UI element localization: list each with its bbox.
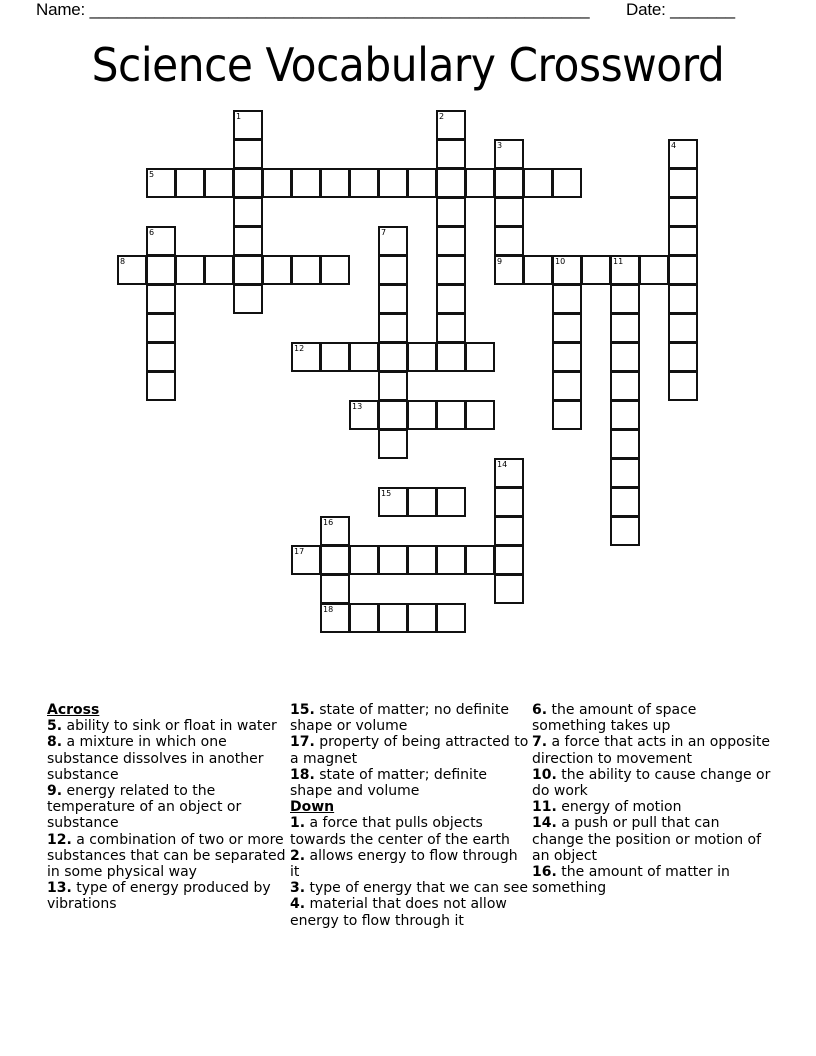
- crossword-cell[interactable]: [436, 342, 466, 372]
- crossword-cell[interactable]: [581, 255, 611, 285]
- clue-number: 11.: [532, 799, 557, 816]
- crossword-cell[interactable]: [552, 255, 582, 285]
- clues-column-3: [532, 702, 772, 896]
- crossword-cell[interactable]: [494, 139, 524, 169]
- crossword-cell[interactable]: [291, 168, 321, 198]
- clue-number: 12.: [47, 831, 72, 848]
- cell-number: 16: [323, 518, 334, 527]
- cell-number: 15: [381, 489, 392, 498]
- crossword-cell[interactable]: [610, 284, 640, 314]
- clue-text: state of matter; definite shape and volume: [290, 766, 488, 800]
- clue-text: state of matter; no definite shape or volume: [290, 702, 509, 735]
- crossword-cell[interactable]: [407, 342, 437, 372]
- clue-across-18: [290, 767, 530, 799]
- cell-number: 5: [149, 170, 155, 179]
- clues-column-2: [290, 702, 530, 929]
- crossword-cell[interactable]: [378, 429, 408, 459]
- clue-down-1: [290, 815, 530, 847]
- crossword-cell[interactable]: [494, 168, 524, 198]
- clue-number: 3.: [290, 880, 306, 897]
- clue-number: 17.: [290, 734, 315, 751]
- crossword-cell[interactable]: [668, 371, 698, 401]
- crossword-cell[interactable]: [668, 226, 698, 256]
- crossword-cell[interactable]: [146, 168, 176, 198]
- clue-text: type of energy that we can see: [309, 880, 528, 897]
- crossword-cell[interactable]: [320, 342, 350, 372]
- crossword-cell[interactable]: [291, 545, 321, 575]
- cell-number: 2: [439, 112, 445, 121]
- crossword-cell[interactable]: [320, 168, 350, 198]
- crossword-cell[interactable]: [668, 197, 698, 227]
- crossword-cell[interactable]: [610, 429, 640, 459]
- cell-number: 10: [555, 257, 566, 266]
- crossword-cell[interactable]: [378, 371, 408, 401]
- clue-text: a force that acts in an opposite direction to movement: [532, 734, 770, 767]
- crossword-cell[interactable]: [494, 487, 524, 517]
- crossword-cell[interactable]: [610, 400, 640, 430]
- cell-number: 1: [236, 112, 242, 121]
- crossword-cell[interactable]: [378, 226, 408, 256]
- crossword-cell[interactable]: [233, 139, 263, 169]
- cell-number: 14: [497, 460, 508, 469]
- cell-number: 18: [323, 605, 334, 614]
- crossword-cell[interactable]: [436, 284, 466, 314]
- clue-down-6: [532, 702, 772, 734]
- crossword-cell[interactable]: [639, 255, 669, 285]
- crossword-cell[interactable]: [233, 255, 263, 285]
- crossword-cell[interactable]: [349, 603, 379, 633]
- page-title: Science Vocabulary Crossword: [91, 38, 725, 92]
- crossword-cell[interactable]: [320, 545, 350, 575]
- crossword-cell[interactable]: [436, 110, 466, 140]
- clue-text: a combination of two or more substances that can be separated in some physical way: [47, 831, 286, 881]
- clue-down-4: [290, 896, 530, 928]
- crossword-cell[interactable]: [262, 168, 292, 198]
- crossword-cell[interactable]: [465, 545, 495, 575]
- crossword-cell[interactable]: [552, 284, 582, 314]
- crossword-cell[interactable]: [233, 197, 263, 227]
- clue-text: energy of motion: [561, 799, 682, 816]
- crossword-cell[interactable]: [436, 603, 466, 633]
- crossword-cell[interactable]: [552, 400, 582, 430]
- crossword-cell[interactable]: [552, 313, 582, 343]
- crossword-cell[interactable]: [465, 342, 495, 372]
- crossword-cell[interactable]: [378, 400, 408, 430]
- crossword-cell[interactable]: [407, 603, 437, 633]
- crossword-cell[interactable]: [378, 487, 408, 517]
- clue-number: 7.: [532, 734, 548, 751]
- crossword-cell[interactable]: [204, 168, 234, 198]
- crossword-cell[interactable]: [668, 139, 698, 169]
- crossword-cell[interactable]: [175, 168, 205, 198]
- crossword-cell[interactable]: [233, 226, 263, 256]
- clue-number: 18.: [290, 766, 315, 783]
- crossword-cell[interactable]: [436, 487, 466, 517]
- clue-number: 9.: [47, 783, 63, 800]
- crossword-cell[interactable]: [552, 168, 582, 198]
- crossword-cell[interactable]: [407, 487, 437, 517]
- clue-across-15: [290, 702, 530, 734]
- cell-number: 13: [352, 402, 363, 411]
- crossword-cell[interactable]: [378, 342, 408, 372]
- clue-across-12: [47, 832, 287, 881]
- crossword-cell[interactable]: [436, 545, 466, 575]
- crossword-cell[interactable]: [668, 168, 698, 198]
- crossword-cell[interactable]: [436, 168, 466, 198]
- crossword-cell[interactable]: [494, 545, 524, 575]
- crossword-cell[interactable]: [146, 284, 176, 314]
- crossword-cell[interactable]: [378, 313, 408, 343]
- clue-text: property of being attracted to a magnet: [290, 734, 529, 767]
- crossword-cell[interactable]: [610, 516, 640, 546]
- cell-number: 12: [294, 344, 305, 353]
- clue-text: the ability to cause change or do work: [532, 766, 771, 800]
- crossword-cell[interactable]: [378, 168, 408, 198]
- crossword-cell[interactable]: [291, 342, 321, 372]
- date-field[interactable]: Date: _______: [626, 0, 735, 19]
- crossword-cell[interactable]: [146, 313, 176, 343]
- crossword-cell[interactable]: [610, 458, 640, 488]
- crossword-cell[interactable]: [378, 255, 408, 285]
- crossword-cell[interactable]: [146, 371, 176, 401]
- crossword-cell[interactable]: [523, 255, 553, 285]
- crossword-cell[interactable]: [349, 342, 379, 372]
- crossword-cell[interactable]: [494, 516, 524, 546]
- clue-across-9: [47, 783, 287, 832]
- crossword-cell[interactable]: [320, 516, 350, 546]
- cell-number: 17: [294, 547, 305, 556]
- clue-number: 1.: [290, 815, 306, 832]
- cell-number: 4: [671, 141, 677, 150]
- clue-across-17: [290, 734, 530, 766]
- crossword-cell[interactable]: [175, 255, 205, 285]
- clue-number: 15.: [290, 702, 315, 718]
- clue-across-13: [47, 880, 287, 912]
- crossword-cell[interactable]: [610, 255, 640, 285]
- clue-number: 16.: [532, 864, 557, 881]
- clue-down-7: [532, 734, 772, 766]
- clue-number: 4.: [290, 896, 306, 913]
- crossword-cell[interactable]: [494, 226, 524, 256]
- clue-number: 5.: [47, 718, 63, 735]
- clue-down-16: [532, 864, 772, 896]
- clue-text: a mixture in which one substance dissolves in another substance: [47, 734, 264, 783]
- clue-number: 10.: [532, 766, 557, 783]
- clue-number: 14.: [532, 815, 557, 832]
- crossword-cell[interactable]: [494, 458, 524, 488]
- name-field[interactable]: Name: ______________________________________________________: [36, 0, 590, 19]
- crossword-cell[interactable]: [610, 313, 640, 343]
- clue-text: a force that pulls objects towards the center of the earth: [290, 815, 510, 848]
- crossword-cell[interactable]: [494, 574, 524, 604]
- cell-number: 6: [149, 228, 155, 237]
- down-heading: Down: [290, 799, 335, 816]
- crossword-cell[interactable]: [407, 545, 437, 575]
- crossword-cell[interactable]: [610, 342, 640, 372]
- crossword-cell[interactable]: [233, 168, 263, 198]
- crossword-cell[interactable]: [668, 342, 698, 372]
- clue-number: 8.: [47, 734, 63, 751]
- clue-down-2: [290, 848, 530, 880]
- crossword-cell[interactable]: [610, 487, 640, 517]
- crossword-cell[interactable]: [233, 110, 263, 140]
- crossword-cell[interactable]: [349, 400, 379, 430]
- crossword-cell[interactable]: [262, 255, 292, 285]
- clue-across-8: [47, 734, 287, 783]
- crossword-cell[interactable]: [291, 255, 321, 285]
- crossword-cell[interactable]: [465, 400, 495, 430]
- clue-text: the amount of space something takes up: [532, 702, 697, 735]
- crossword-cell[interactable]: [320, 574, 350, 604]
- clue-text: allows energy to flow through it: [290, 847, 518, 881]
- crossword-cell[interactable]: [320, 603, 350, 633]
- clue-text: ability to sink or float in water: [66, 718, 277, 735]
- clue-text: the amount of matter in something: [532, 864, 730, 897]
- crossword-cell[interactable]: [436, 139, 466, 169]
- crossword-cell[interactable]: [494, 255, 524, 285]
- clue-text: material that does not allow energy to flow through it: [290, 896, 507, 929]
- clue-text: type of energy produced by vibrations: [47, 880, 271, 913]
- crossword-cell[interactable]: [378, 603, 408, 633]
- clue-number: 2.: [290, 847, 306, 864]
- crossword-cell[interactable]: [349, 168, 379, 198]
- cell-number: 11: [613, 257, 624, 266]
- crossword-cell[interactable]: [436, 400, 466, 430]
- across-heading: Across: [47, 702, 100, 718]
- crossword-cell[interactable]: [378, 545, 408, 575]
- clue-down-11: [532, 799, 772, 815]
- cell-number: 8: [120, 257, 126, 266]
- cell-number: 9: [497, 257, 503, 266]
- clue-text: a push or pull that can change the position or motion of an object: [532, 815, 762, 864]
- clue-number: 6.: [532, 702, 548, 718]
- crossword-cell[interactable]: [117, 255, 147, 285]
- crossword-cell[interactable]: [146, 226, 176, 256]
- crossword-cell[interactable]: [233, 284, 263, 314]
- clue-down-3: [290, 880, 530, 896]
- crossword-cell[interactable]: [436, 226, 466, 256]
- crossword-cell[interactable]: [436, 313, 466, 343]
- crossword-cell[interactable]: [407, 400, 437, 430]
- clue-down-10: [532, 767, 772, 799]
- crossword-cell[interactable]: [494, 197, 524, 227]
- clues-column-1: [47, 702, 287, 913]
- clue-text: energy related to the temperature of an object or substance: [47, 783, 242, 832]
- crossword-cell[interactable]: [378, 284, 408, 314]
- crossword-cell[interactable]: [146, 255, 176, 285]
- crossword-cell[interactable]: [407, 168, 437, 198]
- crossword-cell[interactable]: [668, 255, 698, 285]
- crossword-cell[interactable]: [552, 342, 582, 372]
- crossword-cell[interactable]: [436, 197, 466, 227]
- crossword-cell[interactable]: [523, 168, 553, 198]
- clue-number: 13.: [47, 880, 72, 897]
- clue-across-5: [47, 718, 287, 734]
- crossword-cell[interactable]: [146, 342, 176, 372]
- cell-number: 7: [381, 228, 387, 237]
- clue-down-14: [532, 815, 772, 864]
- crossword-cell[interactable]: [436, 255, 466, 285]
- crossword-cell[interactable]: [320, 255, 350, 285]
- crossword-cell[interactable]: [668, 313, 698, 343]
- crossword-cell[interactable]: [349, 545, 379, 575]
- crossword-cell[interactable]: [204, 255, 234, 285]
- cell-number: 3: [497, 141, 503, 150]
- crossword-cell[interactable]: [610, 371, 640, 401]
- crossword-cell[interactable]: [465, 168, 495, 198]
- crossword-cell[interactable]: [668, 284, 698, 314]
- crossword-cell[interactable]: [552, 371, 582, 401]
